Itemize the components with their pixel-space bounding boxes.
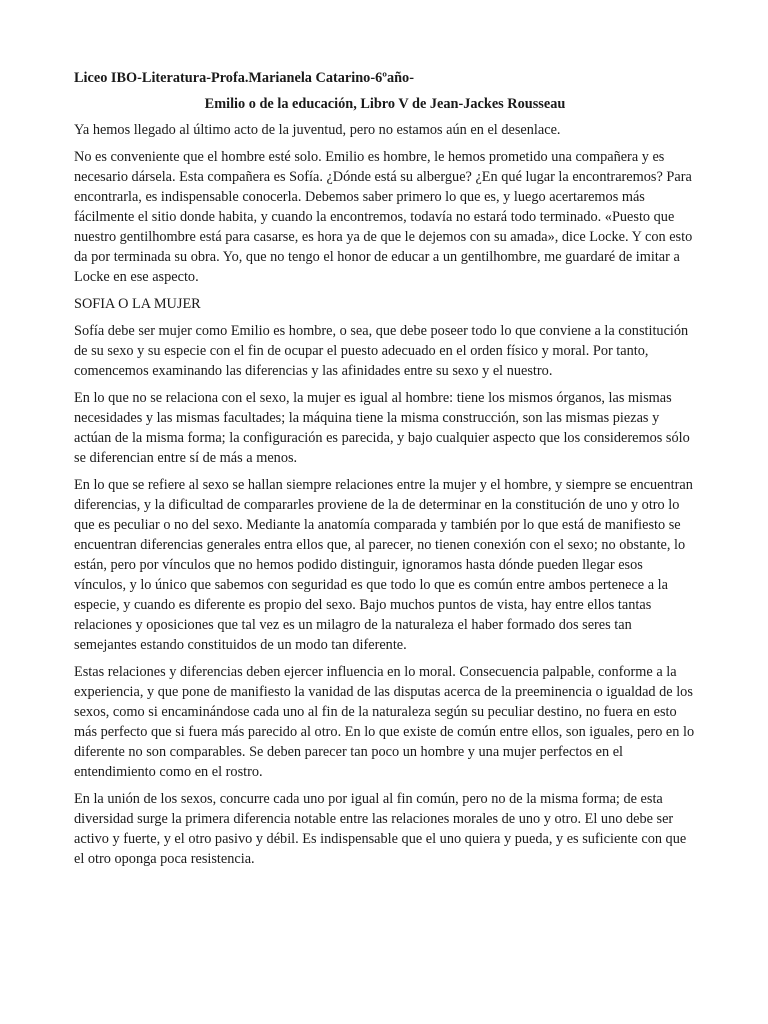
section-paragraph-1: Sofía debe ser mujer como Emilio es hombre, o sea, que debe poseer todo lo que conviene a la constitución de su sexo y su especie con el fin de ocupar el puesto adecuado en el orden físico y moral. Por tanto, comencemos examinando las diferencias y las afinidades entre su sexo y el nuestro. xyxy=(74,323,689,379)
document-title: Emilio o de la educación, Libro V de Jean-Jackes Rousseau xyxy=(204,96,566,112)
section-paragraph-5: En la unión de los sexos, concurre cada uno por igual al fin común, pero no de la misma forma; de esta diversidad surge la primera diferencia notable entre las relaciones morales de uno y otro. El uno debe ser activo y fuerte, y el otro pasivo y débil. Es indispensable que el uno quiera y pueda, y es suficiente con que el otro oponga poca resistencia. xyxy=(74,791,687,867)
section-heading: SOFIA O LA MUJER xyxy=(74,296,201,312)
document-page xyxy=(74,68,696,876)
section-paragraph-4: Estas relaciones y diferencias deben ejercer influencia en lo moral. Consecuencia palpable, conforme a la experiencia, y que pone de manifiesto la vanidad de las disputas acerca de la preeminencia o igualdad de los sexos, como si encaminándose cada uno al fin de la naturaleza según su peculiar destino, no fuera en esto más perfecto que si fuera más parecido al otro. En lo que existe de común entre ellos, son iguales, pero en lo diferente no son comparables. Se deben parecer tan poco un hombre y una mujer perfectos en el entendimiento como en el rostro. xyxy=(74,664,695,780)
section-paragraph-2: En lo que no se relaciona con el sexo, la mujer es igual al hombre: tiene los mismos órganos, las mismas necesidades y las mismas facultades; la máquina tiene la misma construcción, son las mismas piezas y actúan de la misma forma; la configuración es parecida, y bajo cualquier aspecto que los consideremos sólo se diferencian entre sí de más a menos. xyxy=(74,390,690,466)
intro-paragraph-1: Ya hemos llegado al último acto de la juventud, pero no estamos aún en el desenlace. xyxy=(74,122,561,138)
section-paragraph-3: En lo que se refiere al sexo se hallan siempre relaciones entre la mujer y el hombre, y siempre se encuentran diferencias, y la dificultad de compararles proviene de la de determinar en la constitución de uno y otro lo que es peculiar o no del sexo. Mediante la anatomía comparada y también por lo que está de manifiesto se encuentran diferencias generales entra ellos que, al parecer, no tienen conexión con el sexo; no obstante, lo están, pero por vínculos que no hemos podido distinguir, ignoramos hasta dónde pueden llegar esos vínculos, y lo único que sabemos con seguridad es que todo lo que es común entre ambos pertenece a la especie, y cuando es diferente es propio del sexo. Bajo muchos puntos de vista, hay entre ellos tantas relaciones y oposiciones que tal vez es un milagro de la naturaleza el haber formado dos seres tan semejantes estando constituidos de un modo tan diferente. xyxy=(74,477,693,653)
intro-paragraph-2: No es conveniente que el hombre esté solo. Emilio es hombre, le hemos prometido una compañera y es necesario dársela. Esta compañera es Sofía. ¿Dónde está su albergue? ¿En qué lugar la encontraremos? Para encontrarla, es indispensable conocerla. Debemos saber primero lo que es, y luego acertaremos más fácilmente el sitio donde habita, y cuando la encontremos, todavía no estará todo terminado. «Puesto que nuestro gentilhombre está para casarse, es hora ya de que le dejemos con su amada», dice Locke. Y con esto da por terminada su obra. Yo, que no tengo el honor de educar a un gentilhombre, me guardaré de imitar a Locke en ese aspecto. xyxy=(74,149,693,285)
document-header: Liceo IBO-Literatura-Profa.Marianela Catarino-6ºaño- xyxy=(74,70,414,86)
